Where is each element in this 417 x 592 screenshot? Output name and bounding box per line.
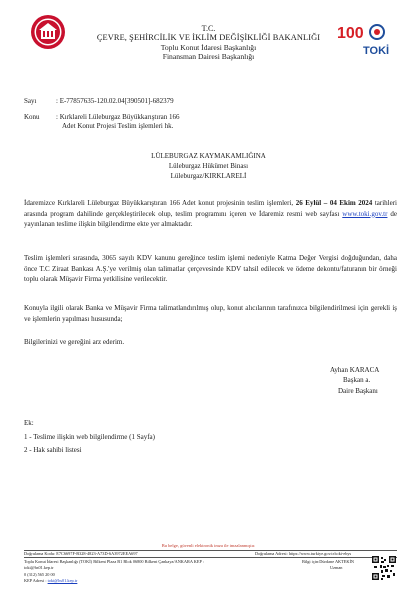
sayi-label: Sayı (24, 97, 37, 105)
footer-phone: 0 (312) 565 20 00 (24, 572, 55, 577)
paragraph-2: Teslim işlemleri sırasında, 3065 sayılı KDV kanunu gereğince teslim işlemi nedeniyle Katma Değer Vergisi doğduğundan, daha önce T.C Ziraat Bankası A.Ş.'ye verilmiş olan talimatlar çerçevesinde KDV tahsil edilecek ve ödeme dekontu/faturanın bir örneği toplu olarak Müşavir Firma yetkilisine verilecektir. (24, 254, 397, 283)
recipient-name: LÜLEBURGAZ KAYMAKAMLIĞINA (151, 152, 266, 160)
signatory-title-2: Daire Başkanı (338, 387, 378, 395)
konu-label: Konu (24, 113, 40, 121)
kep-label: KEP Adresi : (24, 578, 48, 583)
sayi-value: : E-77857635-120.02.04[390501]-682379 (56, 97, 174, 105)
toki-logo-text: TOKİ (363, 45, 389, 57)
p1-text-c: tarihleri arasında program dahilinde gerçekleştirilecek olup, teslim programını içeren ve İdaremiz resmi web sayfası (24, 199, 398, 218)
recipient-city: Lüleburgaz/KIRKLARELİ (170, 172, 247, 180)
attachment-item: 2 - Hak sahibi listesi (24, 446, 82, 454)
verification-address: Doğrulama Adresi: https://www.turkiye.gov.tr/toki-ebys (255, 551, 352, 556)
e-signature-notice: Bu belge, güvenli elektronik imza ile imzalanmıştır. (161, 543, 256, 548)
footer-contact-person: Bilgi için:Dürdane AKTEKİN (302, 559, 355, 564)
attachment-item: 1 - Teslime ilişkin web bilgilendirme (1 Sayfa) (24, 433, 155, 441)
toki-website-link[interactable]: www.toki.gov.tr (342, 209, 388, 218)
qr-code-icon (372, 556, 396, 580)
p1-dates: 26 Eylül – 04 Ekim 2024 (295, 199, 373, 207)
header-department: Finansman Dairesi Başkanlığı (162, 52, 255, 61)
toki-100-number: 100 (337, 25, 364, 42)
konu-value-line2: Adet Konut Projesi Teslim işlemleri hk. (62, 122, 174, 130)
paragraph-4: Bilgilerinizi ve gereğini arz ederim. (24, 338, 125, 346)
konu-value-line1: : Kırklareli Lüleburgaz Büyükkarıştıran 166 (56, 113, 180, 121)
footer-kep (24, 578, 77, 584)
p1-text-a: İdaremizce Kırklareli Lüleburgaz Büyükkarıştıran 166 Adet konut projesinin teslim işlemleri, (24, 199, 296, 207)
attachments-label: Ek: (24, 419, 34, 427)
footer-address: Toplu Konut İdaresi Başkanlığı (TOKİ) Bilkent Plaza B1 Blok 06800 Bilkent Çankaya/ANKARA KEP : toki@hs01.kep.tr (24, 559, 205, 570)
signatory-title-1: Başkan a. (343, 376, 371, 384)
signatory-name: Ayhan KARACA (330, 366, 380, 374)
header-toki: Toplu Konut İdaresi Başkanlığı (160, 43, 257, 52)
header-ministry: ÇEVRE, ŞEHİRCİLİK VE İKLİM DEĞİŞİKLİĞİ BAKANLIĞI (96, 33, 321, 42)
kep-address-link[interactable]: toki@hs01.kep.tr (47, 578, 78, 583)
paragraph-3: Konuyla ilgili olarak Banka ve Müşavir Firma talimatlandırılmış olup, konut alıcılarının tarafınızca bilgilendirilmesi için gerekli iş ve işlemlerin yapılması hususunda; (24, 304, 397, 323)
paragraph-1 (24, 198, 397, 230)
p1-text-d: de yayınlanan teslime ilişkin bilgilendirme ekte yer almaktadır. (24, 209, 397, 228)
footer-contact-role: Uzman (330, 565, 343, 570)
recipient-building: Lüleburgaz Hükümet Binası (168, 162, 249, 170)
header-tc: T.C. (201, 24, 216, 33)
footer-divider-bottom (24, 557, 397, 558)
verification-code: Doğrulama Kodu: E7C6697F-B328-4823-A73D-6A3972EEA697 (24, 551, 138, 556)
